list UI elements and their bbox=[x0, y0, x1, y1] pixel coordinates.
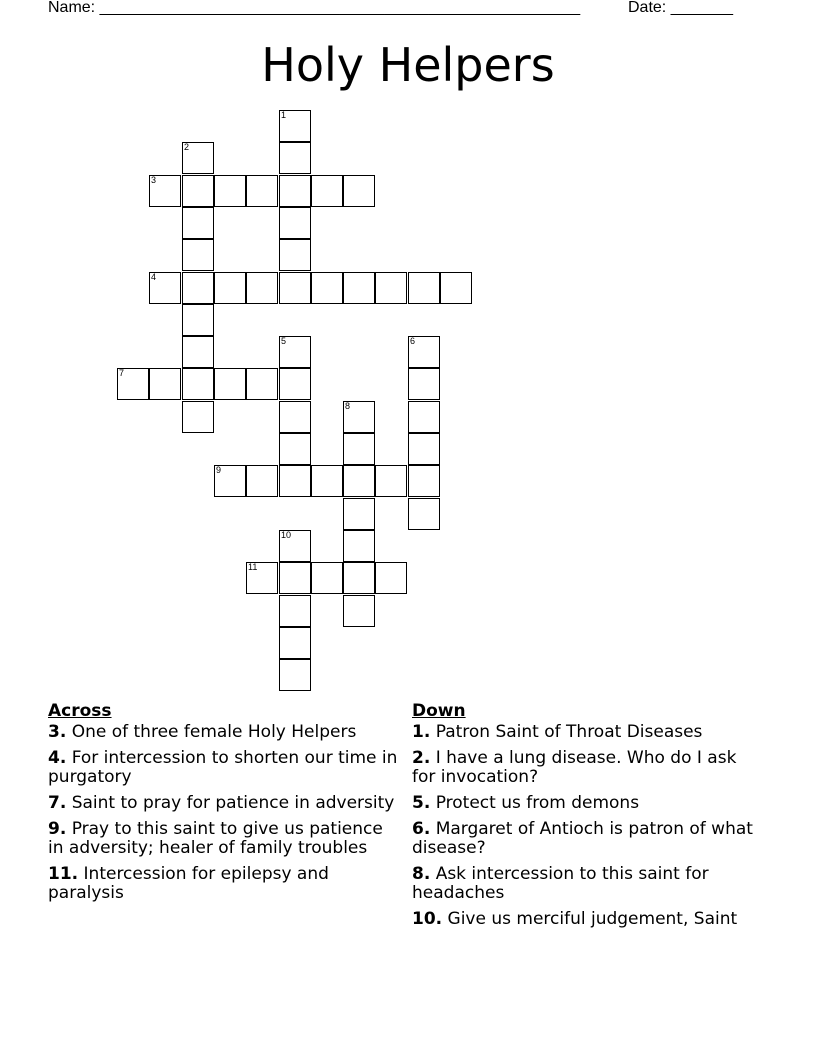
across-clue bbox=[48, 723, 400, 742]
grid-cell[interactable] bbox=[343, 272, 375, 304]
cell-number: 9 bbox=[216, 465, 222, 475]
grid-cell[interactable] bbox=[279, 239, 311, 271]
across-clue bbox=[48, 794, 400, 813]
grid-cell[interactable] bbox=[279, 595, 311, 627]
grid-cell[interactable] bbox=[149, 368, 181, 400]
grid-cell[interactable] bbox=[279, 401, 311, 433]
clue-number: 8. bbox=[412, 864, 431, 884]
cell-number: 4 bbox=[151, 272, 157, 282]
clue-text: Patron Saint of Throat Diseases bbox=[430, 722, 703, 742]
clue-text: Saint to pray for patience in adversity bbox=[66, 793, 395, 813]
grid-cell[interactable] bbox=[311, 175, 343, 207]
clue-text: Intercession for epilepsy and paralysis bbox=[48, 864, 329, 903]
grid-cell[interactable] bbox=[343, 433, 375, 465]
grid-cell[interactable] bbox=[279, 272, 311, 304]
grid-cell[interactable] bbox=[214, 272, 246, 304]
grid-cell[interactable] bbox=[408, 401, 440, 433]
date-field[interactable]: Date: _______ bbox=[628, 0, 733, 16]
clue-text: Pray to this saint to give us patience in adversity; healer of family troubles bbox=[48, 819, 383, 858]
grid-cell[interactable] bbox=[182, 401, 214, 433]
across-clue bbox=[48, 820, 400, 858]
grid-cell[interactable] bbox=[279, 627, 311, 659]
cell-number: 1 bbox=[281, 110, 287, 120]
clue-number: 11. bbox=[48, 864, 79, 884]
grid-cell[interactable] bbox=[408, 498, 440, 530]
page-title: Holy Helpers bbox=[261, 38, 555, 92]
cell-number: 5 bbox=[281, 336, 287, 346]
clue-number: 9. bbox=[48, 819, 67, 839]
clue-text: I have a lung disease. Who do I ask for invocation? bbox=[412, 748, 737, 787]
grid-cell[interactable] bbox=[182, 336, 214, 368]
grid-cell[interactable] bbox=[375, 272, 407, 304]
grid-cell[interactable] bbox=[246, 272, 278, 304]
grid-cell[interactable] bbox=[343, 595, 375, 627]
clue-text: Protect us from demons bbox=[430, 793, 640, 813]
clue-text: Margaret of Antioch is patron of what disease? bbox=[412, 819, 753, 858]
grid-cell[interactable] bbox=[408, 272, 440, 304]
grid-cell[interactable] bbox=[246, 465, 278, 497]
grid-cell[interactable] bbox=[343, 175, 375, 207]
clue-number: 4. bbox=[48, 748, 67, 768]
down-heading: Down bbox=[412, 701, 466, 721]
grid-cell[interactable] bbox=[279, 368, 311, 400]
grid-cell[interactable] bbox=[311, 465, 343, 497]
grid-cell[interactable] bbox=[343, 562, 375, 594]
clue-number: 5. bbox=[412, 793, 431, 813]
across-clue bbox=[48, 865, 400, 903]
grid-cell[interactable] bbox=[279, 465, 311, 497]
down-clue bbox=[412, 723, 762, 742]
grid-cell[interactable] bbox=[279, 659, 311, 691]
grid-cell[interactable] bbox=[343, 530, 375, 562]
grid-cell[interactable] bbox=[408, 433, 440, 465]
grid-cell[interactable] bbox=[279, 336, 311, 368]
down-clue bbox=[412, 794, 762, 813]
cell-number: 6 bbox=[410, 336, 416, 346]
clue-text: For intercession to shorten our time in purgatory bbox=[48, 748, 398, 787]
clue-text: Give us merciful judgement, Saint bbox=[442, 909, 738, 929]
grid-cell[interactable] bbox=[343, 465, 375, 497]
clue-number: 7. bbox=[48, 793, 67, 813]
grid-cell[interactable] bbox=[279, 142, 311, 174]
down-clue bbox=[412, 865, 762, 903]
clue-number: 10. bbox=[412, 909, 443, 929]
grid-cell[interactable] bbox=[182, 368, 214, 400]
grid-cell[interactable] bbox=[149, 175, 181, 207]
grid-cell[interactable] bbox=[182, 272, 214, 304]
grid-cell[interactable] bbox=[182, 239, 214, 271]
across-clues bbox=[48, 702, 400, 910]
grid-cell[interactable] bbox=[214, 465, 246, 497]
grid-cell[interactable] bbox=[246, 562, 278, 594]
name-field[interactable]: Name: ______________________________________________________ bbox=[48, 0, 581, 16]
down-clue bbox=[412, 910, 762, 929]
grid-cell[interactable] bbox=[214, 368, 246, 400]
grid-cell[interactable] bbox=[408, 465, 440, 497]
grid-cell[interactable] bbox=[311, 562, 343, 594]
grid-cell[interactable] bbox=[375, 562, 407, 594]
across-clue bbox=[48, 749, 400, 787]
grid-cell[interactable] bbox=[311, 272, 343, 304]
grid-cell[interactable] bbox=[246, 175, 278, 207]
grid-cell[interactable] bbox=[182, 304, 214, 336]
cell-number: 11 bbox=[248, 562, 258, 572]
clue-number: 6. bbox=[412, 819, 431, 839]
grid-cell[interactable] bbox=[279, 207, 311, 239]
cell-number: 10 bbox=[281, 530, 292, 540]
grid-cell[interactable] bbox=[343, 401, 375, 433]
grid-cell[interactable] bbox=[279, 562, 311, 594]
grid-cell[interactable] bbox=[279, 110, 311, 142]
clue-text: Ask intercession to this saint for headaches bbox=[412, 864, 709, 903]
grid-cell[interactable] bbox=[279, 175, 311, 207]
grid-cell[interactable] bbox=[182, 207, 214, 239]
cell-number: 2 bbox=[184, 142, 190, 152]
grid-cell[interactable] bbox=[440, 272, 472, 304]
clue-text: One of three female Holy Helpers bbox=[66, 722, 357, 742]
grid-cell[interactable] bbox=[408, 368, 440, 400]
down-clue bbox=[412, 820, 762, 858]
across-heading: Across bbox=[48, 701, 112, 721]
clue-number: 3. bbox=[48, 722, 67, 742]
grid-cell[interactable] bbox=[279, 530, 311, 562]
grid-cell[interactable] bbox=[149, 272, 181, 304]
down-clue bbox=[412, 749, 762, 787]
clue-number: 2. bbox=[412, 748, 431, 768]
grid-cell[interactable] bbox=[375, 465, 407, 497]
grid-cell[interactable] bbox=[182, 175, 214, 207]
grid-cell[interactable] bbox=[182, 142, 214, 174]
cell-number: 3 bbox=[151, 175, 157, 185]
grid-cell[interactable] bbox=[343, 498, 375, 530]
down-clues bbox=[412, 702, 762, 936]
grid-cell[interactable] bbox=[279, 433, 311, 465]
grid-cell[interactable] bbox=[117, 368, 149, 400]
grid-cell[interactable] bbox=[246, 368, 278, 400]
grid-cell[interactable] bbox=[408, 336, 440, 368]
cell-number: 7 bbox=[119, 368, 125, 378]
grid-cell[interactable] bbox=[214, 175, 246, 207]
cell-number: 8 bbox=[345, 401, 351, 411]
clue-number: 1. bbox=[412, 722, 431, 742]
